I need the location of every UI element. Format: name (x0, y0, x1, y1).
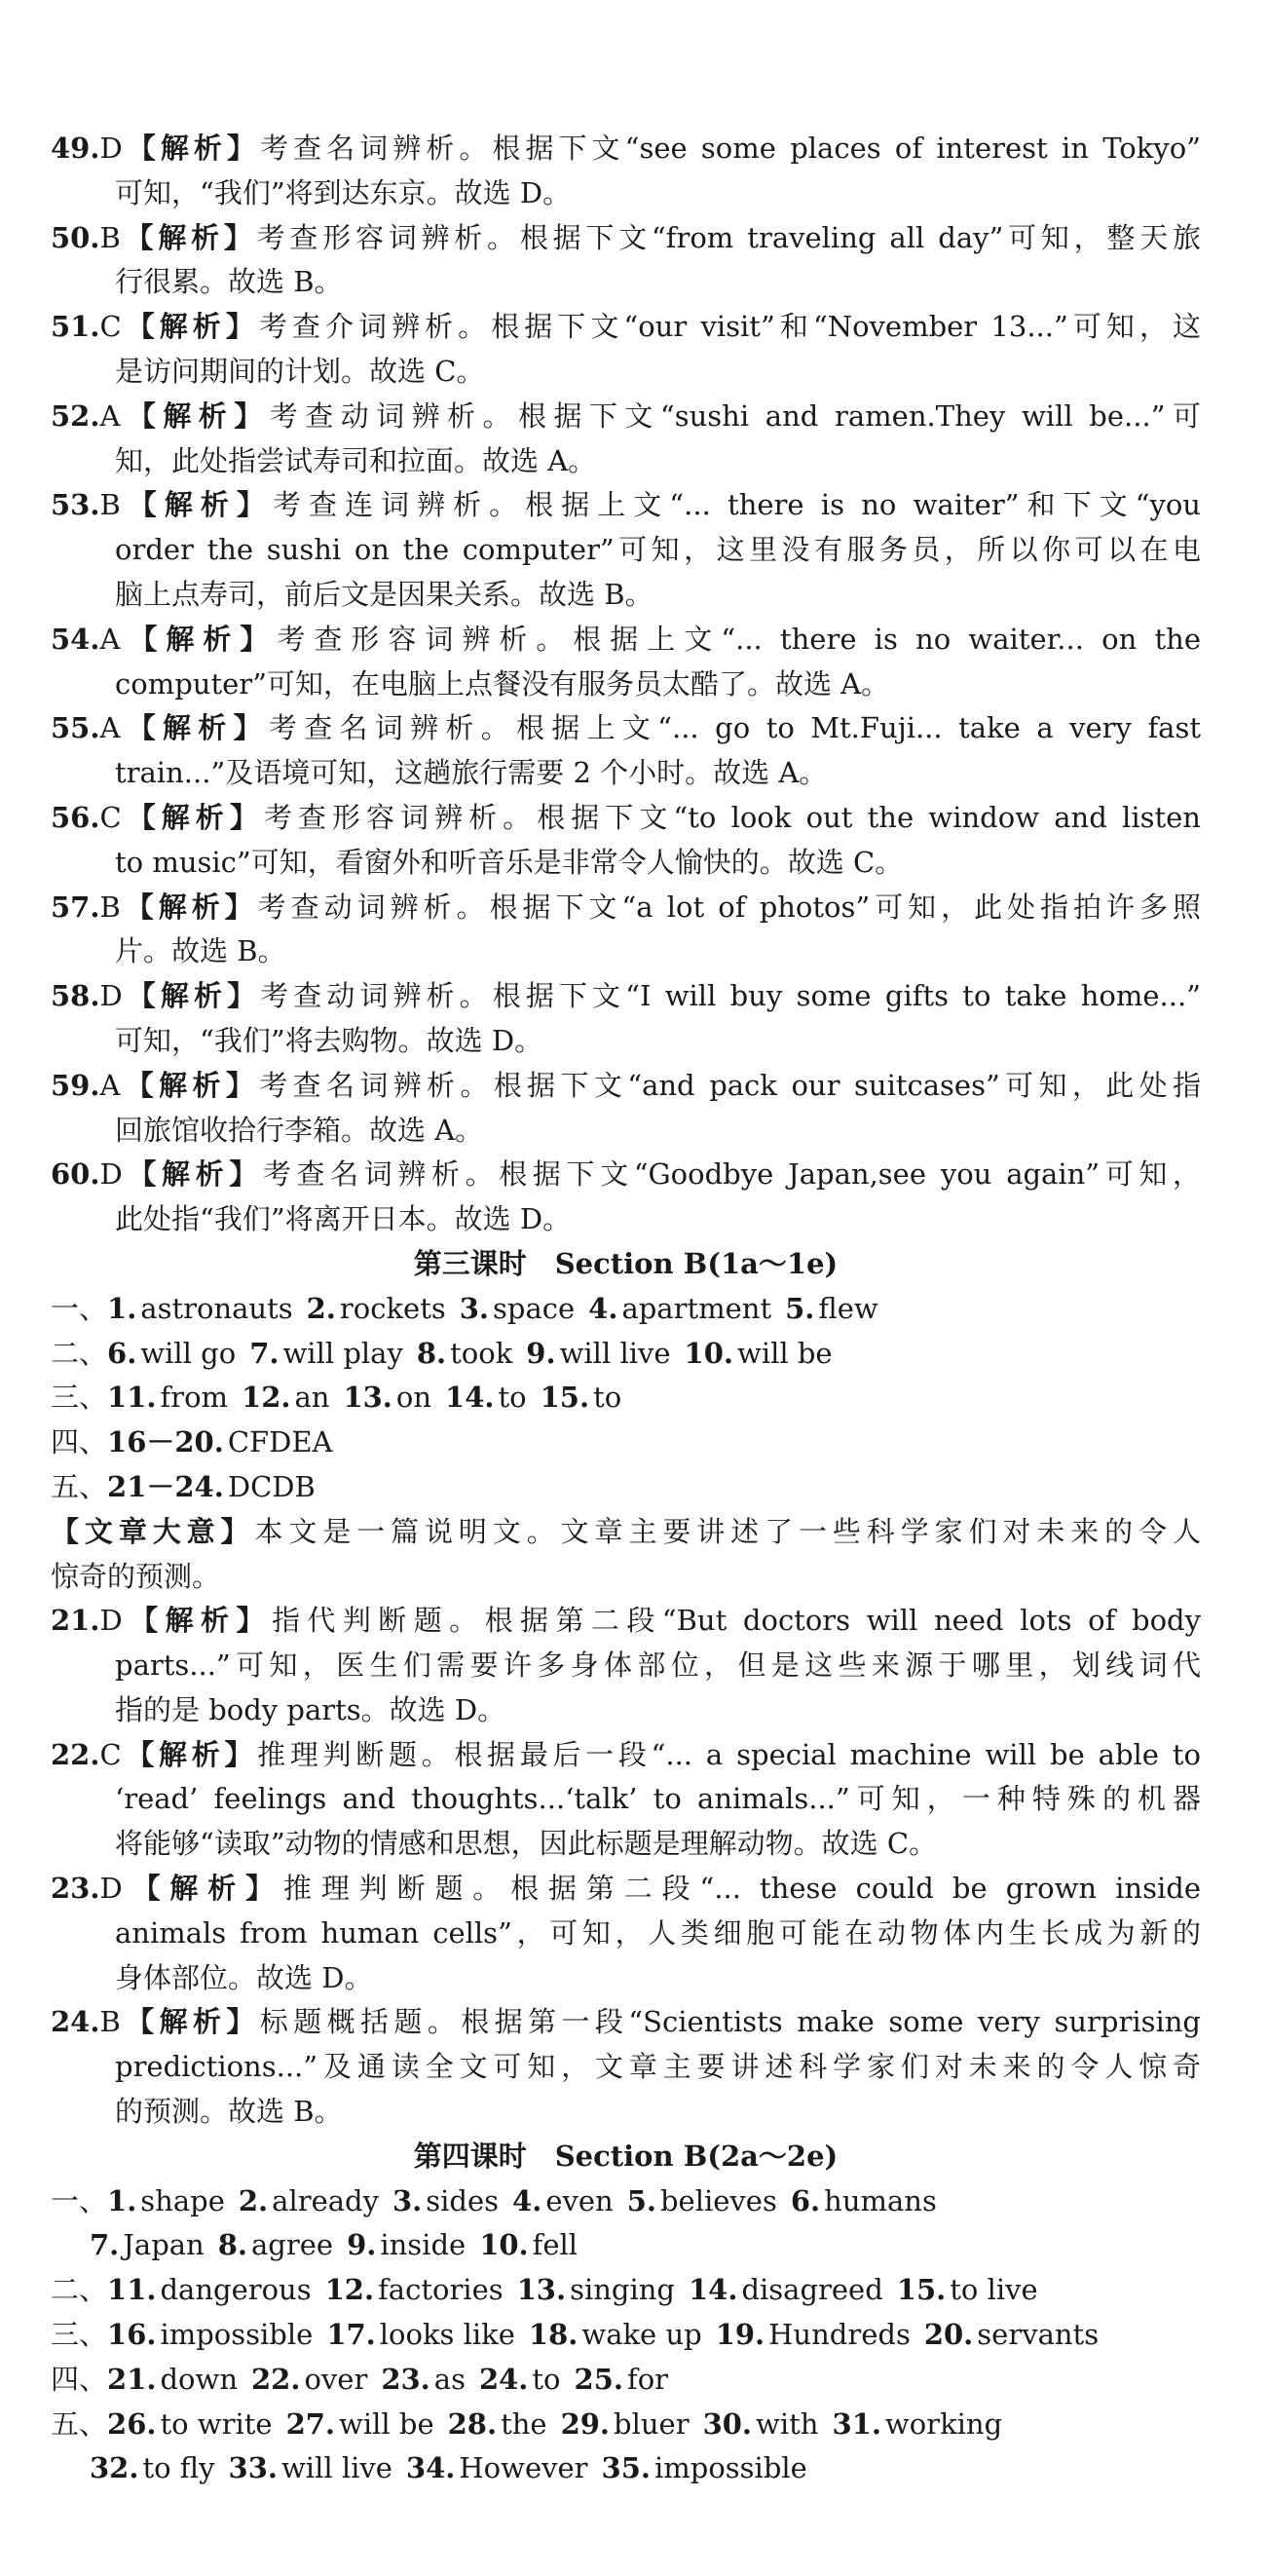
line-text: C (99, 1737, 122, 1771)
answer-number: 5. (626, 2183, 656, 2217)
answer-group-prefix: 五、 (51, 2406, 108, 2441)
answer-number: 3. (392, 2183, 423, 2217)
answer-value: However (459, 2451, 588, 2485)
answer-row (51, 1376, 1201, 1421)
answer-number: 9. (347, 2228, 377, 2262)
answer-number: 14. (445, 1381, 495, 1415)
answer-group-prefix: 一、 (51, 2183, 108, 2217)
answer-row (51, 1465, 1201, 1510)
line-text: 脑上点寿司，前后文是因果关系。故选 B。 (115, 577, 653, 611)
answer-row (51, 2268, 1201, 2313)
explanation-line (51, 706, 1201, 751)
line-text: C (99, 310, 122, 344)
explanation-line (51, 216, 1201, 261)
answer-row (51, 2403, 1201, 2447)
answer-number: 26. (107, 2406, 157, 2441)
answer-value: looks like (379, 2318, 515, 2352)
explanation-line (51, 886, 1201, 930)
answer-number: 15. (540, 1381, 590, 1415)
line-text: 考查动词辨析。根据下文“a lot of photos”可知，此处指拍许多照 (257, 890, 1201, 924)
answer-number: 27. (285, 2406, 336, 2441)
line-text: 是访问期间的计划。故选 C。 (115, 354, 485, 388)
answer-value: astronauts (140, 1291, 293, 1325)
answer-number: 14. (689, 2273, 738, 2307)
question-number: 53. (51, 488, 100, 522)
explanation-line (51, 1688, 1201, 1733)
line-text: 可知，“我们”将到达东京。故选 D。 (115, 175, 572, 209)
answer-number: 20. (923, 2318, 974, 2352)
question-number: 55. (51, 711, 100, 745)
question-number: 58. (51, 979, 100, 1013)
answer-value: impossible (160, 2318, 314, 2352)
answer-value: to (498, 1381, 527, 1415)
analysis-tag: 【解析】 (122, 132, 260, 165)
analysis-tag: 【解析】 (120, 488, 273, 522)
explanation-line (51, 2000, 1201, 2045)
explanation-line (51, 2045, 1201, 2090)
answer-value: to write (160, 2406, 273, 2441)
answer-value: shape (140, 2183, 225, 2217)
answer-value: down (160, 2362, 238, 2396)
answer-value: Hundreds (768, 2318, 911, 2352)
line-text: A (99, 398, 121, 433)
question-number: 59. (51, 1068, 100, 1102)
answer-number: 32. (90, 2451, 139, 2485)
explanation-line (51, 796, 1201, 841)
section4-answers (51, 2179, 1201, 2492)
line-text: ‘read’ feelings and thoughts...‘talk’ to animals...”可知，一种特殊的机器 (115, 1782, 1201, 1816)
answer-value: the (501, 2406, 547, 2441)
line-text: A (99, 1068, 121, 1102)
question-number: 24. (51, 2005, 100, 2039)
line-text: A (99, 622, 121, 656)
answer-number: 21. (107, 2362, 157, 2396)
line-text: 指代判断题。根据第二段“But doctors will need lots of body (271, 1604, 1201, 1638)
answer-number: 3. (459, 1291, 490, 1325)
question-number: 56. (51, 800, 100, 834)
line-text: 考查介词辨析。根据下文“our visit”和“November 13...”可知，这 (258, 310, 1201, 344)
answer-number: 29. (560, 2406, 611, 2441)
explanation-line (51, 573, 1201, 618)
explanation-line (51, 1733, 1201, 1778)
line-text: to music”可知，看窗外和听音乐是非常令人愉快的。故选 C。 (115, 845, 904, 879)
line-text: 行很累。故选 B。 (115, 265, 343, 299)
explanation-line (51, 439, 1201, 484)
answer-value: Japan (123, 2228, 205, 2262)
line-text: D (99, 1872, 123, 1906)
answer-number: 12. (242, 1381, 291, 1415)
line-text: D (99, 979, 123, 1013)
answer-value: to live (950, 2273, 1038, 2307)
line-text: 考查动词辨析。根据下文“sushi and ramen.They will be...”可 (269, 398, 1201, 433)
answer-row (51, 2223, 1201, 2268)
answer-number: 18. (528, 2318, 579, 2352)
answer-number: 24. (478, 2362, 529, 2396)
line-text: B (99, 2005, 121, 2039)
explanation-line (51, 1777, 1201, 1822)
answer-number: 8. (416, 1336, 447, 1370)
answer-row (51, 2358, 1201, 2403)
section3-answers (51, 1287, 1201, 1510)
answer-number: 2. (306, 1291, 336, 1325)
analysis-tag: 【解析】 (122, 1604, 272, 1638)
question-number: 22. (51, 1737, 100, 1771)
answer-value: will play (282, 1336, 403, 1370)
explanation-line (51, 618, 1201, 663)
explanation-line (51, 483, 1201, 528)
analysis-tag: 【解析】 (120, 622, 278, 656)
line-text: 的预测。故选 B。 (115, 2095, 343, 2129)
explanation-line (51, 1510, 1201, 1555)
answer-row (51, 1287, 1201, 1332)
line-text: train...”及语境可知，这趟旅行需要 2 个小时。故选 A。 (115, 756, 828, 790)
explanation-line (51, 127, 1201, 171)
explanation-line (51, 305, 1201, 350)
line-text: 身体部位。故选 D。 (115, 1960, 373, 1994)
answer-row (51, 2313, 1201, 2358)
analysis-tag: 【解析】 (122, 979, 261, 1013)
answer-number: 5. (785, 1291, 815, 1325)
answer-value: will live (559, 1336, 671, 1370)
answer-value: from (160, 1381, 229, 1415)
analysis-tag: 【解析】 (122, 1157, 263, 1192)
question-number: 57. (51, 890, 100, 924)
answer-value: believes (659, 2183, 777, 2217)
explanation-line (51, 1197, 1201, 1242)
line-text: 此处指“我们”将离开日本。故选 D。 (115, 1202, 572, 1236)
analysis-tag: 【解析】 (120, 2005, 260, 2039)
answer-number: 13. (343, 1381, 392, 1415)
line-text: 推理判断题。根据第二段“... these could be grown inside (283, 1872, 1201, 1906)
analysis-tag: 【解析】 (120, 220, 257, 254)
line-text: D (99, 132, 123, 165)
answer-value: apartment (621, 1291, 772, 1325)
line-text: C (99, 800, 122, 834)
answer-number: 30. (702, 2406, 753, 2441)
line-text: 考查形容词辨析。根据下文“to look out the window and listen (263, 800, 1201, 834)
answer-number: 33. (228, 2451, 278, 2485)
answer-value: will be (737, 1336, 833, 1370)
answer-value: even (545, 2183, 614, 2217)
answer-value: CFDEA (227, 1425, 333, 1459)
line-text: 片。故选 B。 (115, 934, 286, 968)
answer-number: 13. (516, 2273, 567, 2307)
answer-value: sides (426, 2183, 500, 2217)
answer-group-prefix: 二、 (51, 1336, 108, 1370)
answer-number: 35. (601, 2451, 651, 2485)
analysis-tag: 【解析】 (121, 1737, 258, 1771)
analysis-tag: 【解析】 (122, 1872, 284, 1906)
line-text: 考查名词辨析。根据下文“Goodbye Japan,see you again”可知， (262, 1157, 1201, 1192)
question-number: 49. (51, 132, 100, 165)
answer-value: on (395, 1381, 432, 1415)
question-number: 52. (51, 398, 100, 433)
answer-row (51, 2179, 1201, 2224)
answer-value: bluer (614, 2406, 690, 2441)
explanation-line (51, 1867, 1201, 1912)
question-number: 54. (51, 622, 100, 656)
answer-number: 22. (251, 2362, 301, 2396)
answer-number: 17. (326, 2318, 376, 2352)
answer-group-prefix: 一、 (51, 1291, 108, 1325)
line-text: 本文是一篇说明文。文章主要讲述了一些科学家们对未来的令人 (254, 1514, 1201, 1548)
answer-number: 1. (107, 2183, 137, 2217)
answer-row (51, 1332, 1201, 1377)
line-text: computer”可知，在电脑上点餐没有服务员太酷了。故选 A。 (115, 666, 890, 701)
line-text: A (99, 711, 121, 745)
explanation-line (51, 1109, 1201, 1154)
answer-value: already (272, 2183, 379, 2217)
answer-number: 11. (107, 2273, 157, 2307)
explanation-line (51, 528, 1201, 573)
answer-group-prefix: 二、 (51, 2273, 108, 2307)
answer-number: 15. (896, 2273, 947, 2307)
question-number: 60. (51, 1157, 100, 1192)
answer-number: 16－20. (107, 1425, 224, 1459)
answer-number: 7. (249, 1336, 280, 1370)
line-text: B (99, 220, 121, 254)
line-text: 考查名词辨析。根据下文“see some places of interest in Tokyo” (260, 132, 1201, 165)
line-text: D (99, 1157, 123, 1192)
answer-value: an (294, 1381, 330, 1415)
line-text: B (99, 890, 121, 924)
answer-value: DCDB (227, 1469, 316, 1503)
answer-number: 10. (684, 1336, 733, 1370)
answer-group-prefix: 四、 (51, 2362, 108, 2396)
line-text: 考查形容词辨析。根据下文“from traveling all day”可知，整天旅 (256, 220, 1201, 254)
answer-number: 6. (107, 1336, 137, 1370)
answer-value: with (756, 2406, 819, 2441)
line-text: 回旅馆收拾行李箱。故选 A。 (115, 1113, 484, 1147)
analysis-tag: 【文章大意】 (51, 1514, 255, 1548)
question-number: 21. (51, 1604, 100, 1638)
answer-value: will live (280, 2451, 392, 2485)
answer-value: wake up (581, 2318, 702, 2352)
answer-number: 28. (447, 2406, 498, 2441)
section2-explanations (51, 127, 1201, 1242)
answer-value: flew (818, 1291, 878, 1325)
answer-value: fell (532, 2228, 579, 2262)
section3-explanations (51, 1510, 1201, 2135)
explanation-line (51, 350, 1201, 395)
answer-value: impossible (654, 2451, 807, 2485)
answer-number: 25. (574, 2362, 623, 2396)
answer-number: 16. (107, 2318, 157, 2352)
line-text: 惊奇的预测。 (51, 1559, 221, 1593)
line-text: D (99, 1604, 123, 1638)
line-text: 知，此处指尝试寿司和拉面。故选 A。 (115, 443, 597, 477)
answer-value: for (626, 2362, 669, 2396)
answer-group-prefix: 五、 (51, 1469, 108, 1503)
answer-number: 10. (479, 2228, 529, 2262)
analysis-tag: 【解析】 (121, 310, 259, 344)
answer-value: to (532, 2362, 561, 2396)
answer-value: factories (378, 2273, 504, 2307)
answer-number: 6. (790, 2183, 821, 2217)
answer-value: took (450, 1336, 513, 1370)
answer-number: 7. (90, 2228, 120, 2262)
explanation-line (51, 841, 1201, 886)
answer-number: 31. (832, 2406, 881, 2441)
answer-number: 21－24. (107, 1469, 224, 1503)
explanation-line (51, 2090, 1201, 2135)
answer-value: dangerous (160, 2273, 312, 2307)
line-text: B (99, 488, 121, 522)
explanation-line (51, 1644, 1201, 1688)
analysis-tag: 【解析】 (121, 800, 264, 834)
answer-number: 9. (526, 1336, 556, 1370)
line-text: 考查名词辨析。根据下文“and pack our suitcases”可知，此处指 (259, 1068, 1201, 1102)
question-number: 23. (51, 1872, 100, 1906)
line-text: animals from human cells”，可知，人类细胞可能在动物体内生长成为新的 (115, 1915, 1201, 1950)
answer-group-prefix: 四、 (51, 1425, 108, 1459)
line-text: 考查动词辨析。根据下文“I will buy some gifts to take home...” (260, 979, 1201, 1013)
answer-group-prefix: 三、 (51, 1381, 108, 1415)
answer-number: 2. (238, 2183, 269, 2217)
question-number: 51. (51, 310, 100, 344)
analysis-tag: 【解析】 (120, 711, 269, 745)
question-number: 50. (51, 220, 100, 254)
explanation-line (51, 1599, 1201, 1644)
section3-heading: 第三课时 Section B(1a～1e) (413, 1246, 839, 1280)
explanation-line (51, 663, 1201, 707)
answer-number: 4. (588, 1291, 618, 1325)
explanation-line (51, 1555, 1201, 1600)
line-text: 考查名词辨析。根据上文“... go to Mt.Fuji... take a very fast (268, 711, 1201, 745)
answer-group-prefix: 三、 (51, 2318, 108, 2352)
answer-number: 34. (405, 2451, 456, 2485)
section4-heading: 第四课时 Section B(2a～2e) (413, 2139, 839, 2173)
answer-value: working (884, 2406, 1003, 2441)
explanation-line (51, 395, 1201, 439)
answer-number: 12. (324, 2273, 375, 2307)
explanation-line (51, 260, 1201, 305)
answer-value: humans (824, 2183, 937, 2217)
line-text: 指的是 body parts。故选 D。 (115, 1692, 506, 1726)
answer-number: 23. (381, 2362, 430, 2396)
answer-value: as (433, 2362, 466, 2396)
line-text: 推理判断题。根据最后一段“... a special machine will be able to (257, 1737, 1201, 1771)
answer-value: will go (140, 1336, 237, 1370)
explanation-line (51, 929, 1201, 974)
answer-number: 8. (217, 2228, 248, 2262)
explanation-line (51, 751, 1201, 796)
line-text: 标题概括题。根据第一段“Scientists make some very surprising (259, 2005, 1201, 2039)
answer-row (51, 1421, 1201, 1465)
answer-number: 19. (715, 2318, 765, 2352)
analysis-tag: 【解析】 (120, 1068, 260, 1102)
answer-value: rockets (339, 1291, 446, 1325)
explanation-line (51, 1153, 1201, 1197)
analysis-tag: 【解析】 (120, 890, 258, 924)
answer-value: will be (339, 2406, 434, 2441)
explanation-line (51, 1019, 1201, 1064)
line-text: 考查形容词辨析。根据上文“... there is no waiter... on the (277, 622, 1201, 656)
line-text: 考查连词辨析。根据上文“... there is no waiter”和下文“you (272, 488, 1201, 522)
explanation-line (51, 171, 1201, 216)
answer-value: disagreed (741, 2273, 883, 2307)
answer-value: servants (977, 2318, 1100, 2352)
answer-value: inside (380, 2228, 467, 2262)
answer-number: 11. (107, 1381, 157, 1415)
explanation-line (51, 1912, 1201, 1956)
line-text: 可知，“我们”将去购物。故选 D。 (115, 1023, 543, 1057)
explanation-line (51, 974, 1201, 1019)
answer-value: over (304, 2362, 368, 2396)
explanation-line (51, 1956, 1201, 2001)
line-text: order the sushi on the computer”可知，这里没有服务员，所以你可以在电 (115, 533, 1201, 567)
answer-number: 4. (512, 2183, 542, 2217)
line-text: 将能够“读取”动物的情感和思想，因此标题是理解动物。故选 C。 (115, 1827, 938, 1861)
explanation-line (51, 1822, 1201, 1867)
answer-value: singing (570, 2273, 675, 2307)
line-text: parts...”可知，医生们需要许多身体部位，但是这些来源于哪里，划线词代 (115, 1648, 1201, 1683)
answer-number: 1. (107, 1291, 137, 1325)
answer-value: agree (251, 2228, 334, 2262)
explanation-line (51, 1064, 1201, 1109)
line-text: predictions...”及通读全文可知，文章主要讲述科学家们对未来的令人惊奇 (115, 2050, 1201, 2084)
answer-row (51, 2446, 1201, 2491)
analysis-tag: 【解析】 (120, 398, 270, 433)
answer-value: to (593, 1381, 622, 1415)
answer-value: to fly (142, 2451, 215, 2485)
answer-value: space (493, 1291, 576, 1325)
